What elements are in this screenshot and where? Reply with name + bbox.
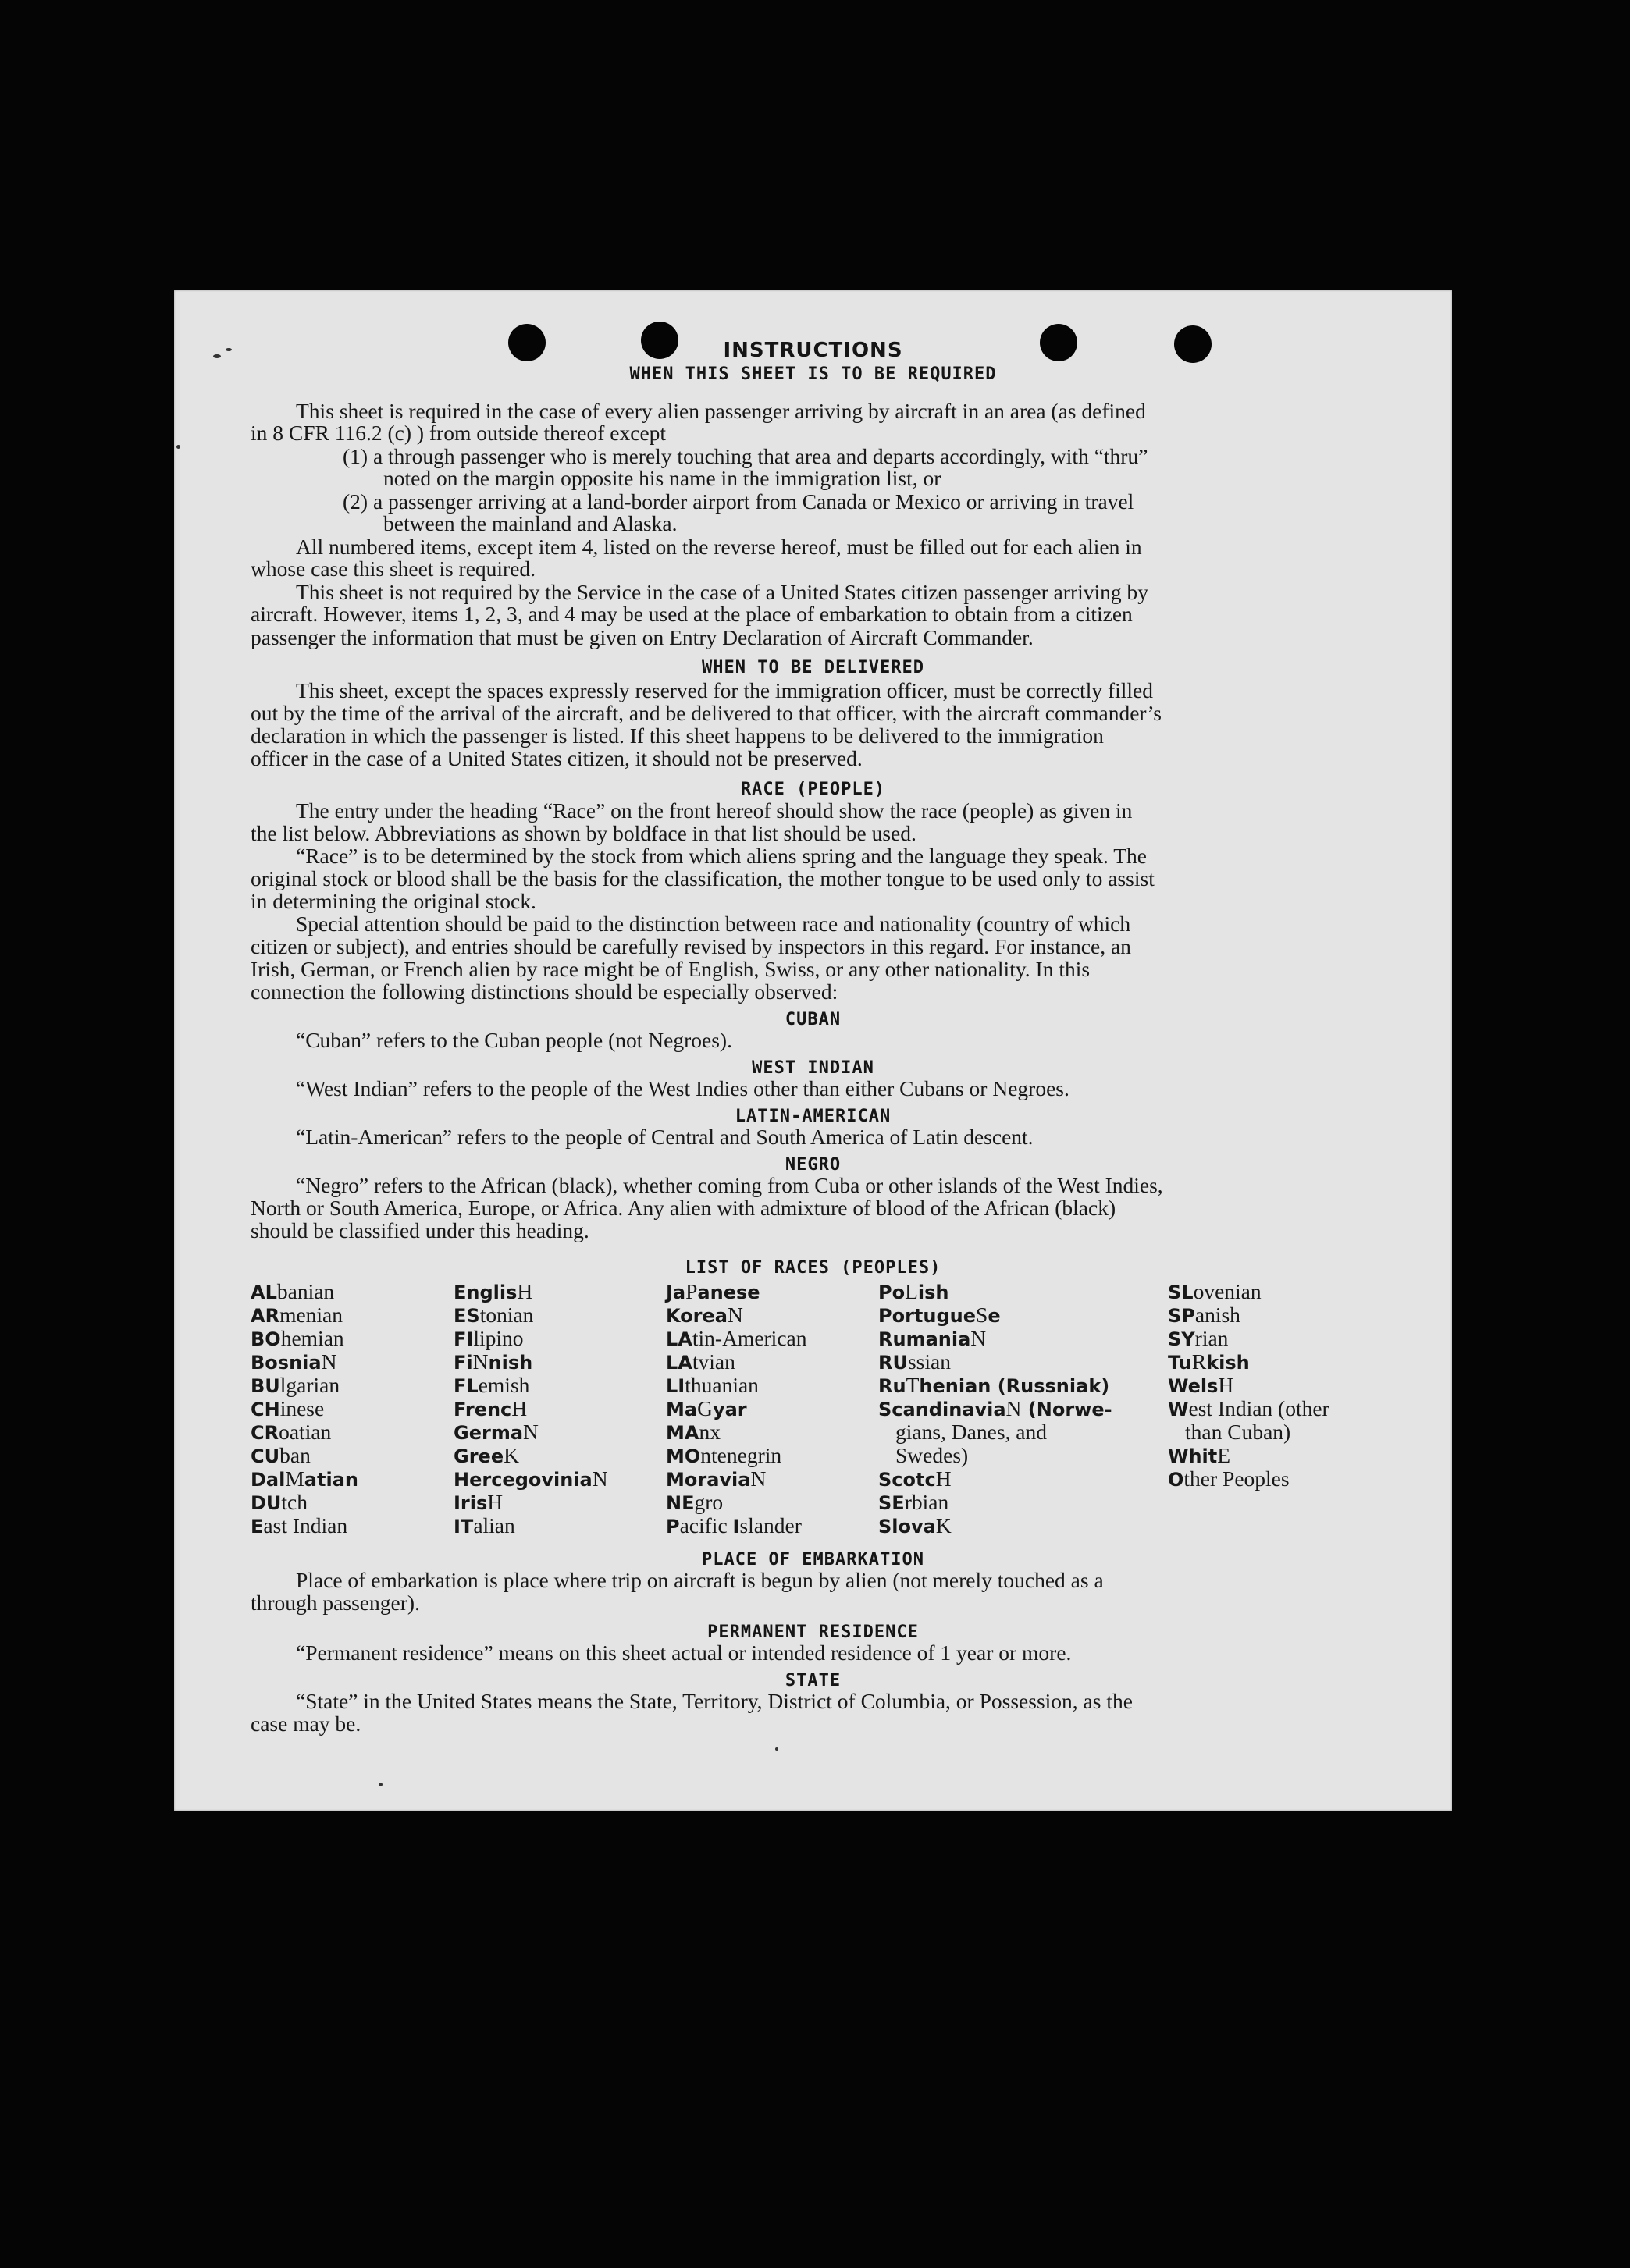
race-entry [454, 1514, 608, 1537]
race-entry [251, 1444, 358, 1467]
paragraph-line: officer in the case of a United States citizen, it should not be preserved. [251, 746, 863, 770]
paragraph-line: All numbered items, except item 4, listed on the reverse hereof, must be filled out for each alien in [296, 535, 1142, 559]
race-text: acific [679, 1513, 733, 1537]
race-abbrev-bold: ES [454, 1305, 480, 1327]
race-entry [666, 1327, 806, 1350]
race-text: than Cuban) [1185, 1420, 1291, 1444]
race-entry [251, 1350, 358, 1374]
race-text: slander [739, 1513, 802, 1537]
race-text: N [1005, 1396, 1022, 1420]
race-abbrev-bold: Iris [454, 1492, 488, 1514]
paragraph-line: This sheet, except the spaces expressly reserved for the immigration officer, must be correctly filled [296, 678, 1153, 702]
race-entry [251, 1327, 358, 1350]
section-heading-race: RACE (PEOPLE) [740, 780, 886, 799]
race-entry [666, 1467, 806, 1491]
race-abbrev-bold: Korea [666, 1305, 728, 1327]
section-heading-permanent-residence: PERMANENT RESIDENCE [707, 1623, 919, 1642]
race-text: N [472, 1349, 489, 1374]
race-text: M [285, 1466, 304, 1491]
race-text: rian [1194, 1326, 1229, 1350]
paragraph-line: the list below. Abbreviations as shown by boldface in that list should be used. [251, 821, 916, 845]
race-text: thuanian [685, 1373, 759, 1397]
paragraph-line: passenger the information that must be given on Entry Declaration of Aircraft Commander. [251, 625, 1034, 649]
race-entry [878, 1514, 1112, 1537]
race-abbrev-bold: SL [1168, 1282, 1194, 1303]
race-text: H [487, 1490, 504, 1514]
speck [775, 1747, 778, 1751]
paragraph-line: Place of embarkation is place where trip on aircraft is begun by alien (not merely touched as a [296, 1568, 1104, 1592]
races-column-4 [878, 1280, 1112, 1537]
race-abbrev-bold: Dal [251, 1469, 286, 1491]
race-text: N [750, 1466, 767, 1491]
race-abbrev-bold: Ma [666, 1399, 698, 1420]
race-entry [878, 1491, 1112, 1514]
section-heading-west-indian: WEST INDIAN [752, 1058, 874, 1078]
race-abbrev-bold: SE [878, 1492, 905, 1514]
race-abbrev-bold: Germa [454, 1422, 524, 1444]
race-entry [878, 1397, 1112, 1420]
race-entry [666, 1444, 806, 1467]
race-abbrev-bold: e [988, 1305, 1001, 1327]
race-abbrev-bold: FL [454, 1375, 479, 1397]
race-entry [1168, 1444, 1329, 1467]
paragraph-line: in determining the original stock. [251, 889, 536, 913]
race-abbrev-bold: Rumania [878, 1328, 971, 1350]
race-abbrev-bold: (Norwe- [1021, 1399, 1112, 1420]
race-entry [454, 1491, 608, 1514]
race-text: N [727, 1303, 743, 1327]
race-entry [251, 1514, 358, 1537]
race-entry [878, 1444, 1112, 1467]
race-abbrev-bold: Hercegovinia [454, 1469, 593, 1491]
race-text: ntenegrin [700, 1443, 782, 1467]
paragraph-line: “State” in the United States means the State, Territory, District of Columbia, or Possession, as the [296, 1689, 1133, 1713]
race-entry [1168, 1327, 1329, 1350]
race-text: lipino [473, 1326, 524, 1350]
race-abbrev-bold: RU [878, 1352, 908, 1374]
race-abbrev-bold: BU [251, 1375, 280, 1397]
race-abbrev-bold: LI [666, 1375, 685, 1397]
race-entry [454, 1280, 608, 1303]
race-abbrev-bold: Whit [1168, 1445, 1218, 1467]
race-abbrev-bold: Englis [454, 1282, 518, 1303]
race-text: N [970, 1326, 987, 1350]
race-entry [666, 1374, 806, 1397]
section-heading-negro: NEGRO [785, 1155, 842, 1175]
race-text: R [1191, 1349, 1207, 1374]
race-text: ast Indian [263, 1513, 348, 1537]
race-abbrev-bold: Bosnia [251, 1352, 322, 1374]
race-text: tonian [479, 1303, 534, 1327]
race-text: G [697, 1396, 713, 1420]
race-text: nx [699, 1420, 721, 1444]
race-abbrev-bold: DU [251, 1492, 282, 1514]
race-text: L [905, 1279, 918, 1303]
race-entry [251, 1467, 358, 1491]
race-abbrev-bold: NE [666, 1492, 695, 1514]
paragraph-line: should be classified under this heading. [251, 1218, 589, 1242]
race-abbrev-bold: FI [454, 1328, 474, 1350]
paragraph-line: case may be. [251, 1712, 361, 1736]
race-entry [666, 1350, 806, 1374]
page-title: INSTRUCTIONS [723, 339, 903, 362]
paragraph-line: through passenger). [251, 1591, 420, 1615]
race-text: H [511, 1396, 528, 1420]
race-abbrev-bold: LA [666, 1328, 692, 1350]
race-entry [878, 1467, 1112, 1491]
race-abbrev-bold: SP [1168, 1305, 1195, 1327]
race-entry [454, 1303, 608, 1327]
paragraph-line: citizen or subject), and entries should be carefully revised by inspectors in this regard. For instance, an [251, 934, 1131, 958]
race-entry [878, 1327, 1112, 1350]
race-abbrev-bold: kish [1206, 1352, 1250, 1374]
paragraph-line: aircraft. However, items 1, 2, 3, and 4 may be used at the place of embarkation to obtain from a citizen [251, 602, 1133, 626]
race-text: ban [279, 1443, 311, 1467]
race-text: ssian [907, 1349, 951, 1374]
race-entry [1168, 1374, 1329, 1397]
race-abbrev-bold: Scotc [878, 1469, 936, 1491]
race-entry [454, 1420, 608, 1444]
race-entry [1168, 1350, 1329, 1374]
race-abbrev-bold: AR [251, 1305, 280, 1327]
race-entry [251, 1280, 358, 1303]
race-entry [878, 1374, 1112, 1397]
race-abbrev-bold: MA [666, 1422, 699, 1444]
paragraph-line: “Race” is to be determined by the stock from which aliens spring and the language they speak. The [296, 844, 1147, 868]
instruction-sheet [174, 290, 1452, 1811]
race-text: emish [478, 1373, 530, 1397]
race-entry [666, 1303, 806, 1327]
races-column-1 [251, 1280, 358, 1537]
section-heading-embarkation: PLACE OF EMBARKATION [702, 1550, 924, 1569]
race-abbrev-bold: anese [697, 1282, 760, 1303]
section-heading-cuban: CUBAN [785, 1010, 842, 1029]
race-entry [878, 1280, 1112, 1303]
section-heading-latin-american: LATIN-AMERICAN [735, 1107, 892, 1126]
race-abbrev-bold: CR [251, 1422, 279, 1444]
race-abbrev-bold: Portugue [878, 1305, 977, 1327]
race-entry [878, 1303, 1112, 1327]
paragraph-line: “Cuban” refers to the Cuban people (not Negroes). [296, 1028, 732, 1052]
race-entry [666, 1397, 806, 1420]
race-text: K [504, 1443, 519, 1467]
race-text: hemian [280, 1326, 344, 1350]
race-abbrev-bold: Scandinavia [878, 1399, 1006, 1420]
list-item: (1) a through passenger who is merely touching that area and departs accordingly, with “thru” [343, 444, 1148, 468]
paragraph-line: Irish, German, or French alien by race might be of English, Swiss, or any other nationality. In this [251, 957, 1091, 981]
race-text: N [523, 1420, 539, 1444]
race-entry [878, 1420, 1112, 1444]
list-item: (2) a passenger arriving at a land-border airport from Canada or Mexico or arriving in travel [343, 489, 1134, 514]
race-abbrev-bold: LA [666, 1352, 692, 1374]
section-heading-when-required: WHEN THIS SHEET IS TO BE REQUIRED [629, 364, 997, 384]
race-entry [454, 1397, 608, 1420]
paragraph-line: “West Indian” refers to the people of the West Indies other than either Cubans or Negroes. [296, 1076, 1069, 1100]
paragraph-line: in 8 CFR 116.2 (c) ) from outside thereof except [251, 421, 667, 445]
paragraph-line: The entry under the heading “Race” on the front hereof should show the race (people) as given in [296, 798, 1133, 823]
race-text: est Indian (other [1188, 1396, 1329, 1420]
race-abbrev-bold: henian (Russniak) [919, 1375, 1110, 1397]
race-abbrev-bold: Ru [878, 1375, 906, 1397]
race-text: alian [473, 1513, 515, 1537]
race-entry [454, 1327, 608, 1350]
race-entry [1168, 1420, 1329, 1444]
race-entry [878, 1350, 1112, 1374]
race-entry [1168, 1397, 1329, 1420]
paragraph-line: “Latin-American” refers to the people of Central and South America of Latin descent. [296, 1125, 1034, 1149]
race-abbrev-bold: Ja [666, 1282, 686, 1303]
race-text: tvian [692, 1349, 735, 1374]
races-column-3 [666, 1280, 806, 1537]
race-abbrev-bold: I [732, 1516, 740, 1537]
race-abbrev-bold: SY [1168, 1328, 1195, 1350]
paragraph-line: Special attention should be paid to the distinction between race and nationality (country of which [296, 912, 1131, 936]
race-abbrev-bold: CU [251, 1445, 280, 1467]
race-text: rbian [904, 1490, 949, 1514]
race-abbrev-bold: P [666, 1516, 680, 1537]
race-entry [666, 1280, 806, 1303]
list-item: between the mainland and Alaska. [383, 511, 678, 535]
race-abbrev-bold: atian [304, 1469, 358, 1491]
speck [379, 1783, 383, 1786]
race-entry [666, 1420, 806, 1444]
race-text: H [1218, 1373, 1234, 1397]
race-text: menian [279, 1303, 343, 1327]
race-text: ovenian [1193, 1279, 1262, 1303]
race-abbrev-bold: Frenc [454, 1399, 512, 1420]
section-heading-list-of-races: LIST OF RACES (PEOPLES) [685, 1258, 941, 1278]
race-text: K [935, 1513, 952, 1537]
race-abbrev-bold: Slova [878, 1516, 936, 1537]
race-abbrev-bold: Po [878, 1282, 906, 1303]
race-abbrev-bold: IT [454, 1516, 474, 1537]
race-entry [454, 1467, 608, 1491]
race-entry [454, 1444, 608, 1467]
section-heading-when-delivered: WHEN TO BE DELIVERED [702, 658, 924, 677]
race-text: N [321, 1349, 337, 1374]
race-text: T [906, 1373, 920, 1397]
race-abbrev-bold: W [1168, 1399, 1189, 1420]
race-abbrev-bold: yar [712, 1399, 747, 1420]
paragraph-line: “Permanent residence” means on this sheet actual or intended residence of 1 year or more. [296, 1641, 1072, 1665]
race-abbrev-bold: Gree [454, 1445, 504, 1467]
race-entry [666, 1491, 806, 1514]
race-text: lgarian [279, 1373, 340, 1397]
race-text: tin-American [692, 1326, 807, 1350]
race-text: oatian [279, 1420, 332, 1444]
race-entry [1168, 1467, 1329, 1491]
race-abbrev-bold: Tu [1168, 1352, 1192, 1374]
race-text: inese [279, 1396, 325, 1420]
paragraph-line: declaration in which the passenger is listed. If this sheet happens to be delivered to the immigration [251, 723, 1104, 748]
speck [176, 445, 180, 449]
race-text: ther Peoples [1183, 1466, 1290, 1491]
race-abbrev-bold: E [251, 1516, 264, 1537]
race-text: tch [281, 1490, 308, 1514]
list-item: noted on the margin opposite his name in the immigration list, or [383, 466, 941, 490]
race-text: banian [276, 1279, 335, 1303]
race-text: E [1217, 1443, 1231, 1467]
section-heading-state: STATE [785, 1671, 842, 1690]
race-abbrev-bold: O [1168, 1469, 1184, 1491]
race-entry [251, 1374, 358, 1397]
race-entry [454, 1374, 608, 1397]
race-text: H [935, 1466, 952, 1491]
race-entry [1168, 1303, 1329, 1327]
race-abbrev-bold: CH [251, 1399, 280, 1420]
races-column-5 [1168, 1280, 1329, 1491]
race-abbrev-bold: Wels [1168, 1375, 1219, 1397]
paragraph-line: “Negro” refers to the African (black), whether coming from Cuba or other islands of the West Indies, [296, 1173, 1163, 1197]
race-text: P [685, 1279, 698, 1303]
race-entry [251, 1303, 358, 1327]
race-text: Swedes) [895, 1443, 969, 1467]
paragraph-line: This sheet is not required by the Service in the case of a United States citizen passenger arriving by [296, 580, 1149, 604]
race-abbrev-bold: Moravia [666, 1469, 751, 1491]
paragraph-line: whose case this sheet is required. [251, 556, 536, 581]
race-text: N [592, 1466, 608, 1491]
race-abbrev-bold: nish [488, 1352, 533, 1374]
race-text: gro [694, 1490, 724, 1514]
race-entry [251, 1491, 358, 1514]
paragraph-line: North or South America, Europe, or Africa. Any alien with admixture of blood of the African (black) [251, 1196, 1116, 1220]
race-abbrev-bold: MO [666, 1445, 701, 1467]
paragraph-line: original stock or blood shall be the basis for the classification, the mother tongue to be used only to assist [251, 866, 1155, 890]
race-text: S [976, 1303, 988, 1327]
races-column-2 [454, 1280, 608, 1537]
paragraph-line: This sheet is required in the case of every alien passenger arriving by aircraft in an area (as defined [296, 399, 1146, 423]
race-text: gians, Danes, and [895, 1420, 1047, 1444]
paragraph-line: out by the time of the arrival of the aircraft, and be delivered to that officer, with the aircraft commander’s [251, 701, 1162, 725]
race-abbrev-bold: Fi [454, 1352, 473, 1374]
race-abbrev-bold: ish [917, 1282, 949, 1303]
race-abbrev-bold: BO [251, 1328, 281, 1350]
paragraph-line: connection the following distinctions should be especially observed: [251, 979, 838, 1004]
race-text: anish [1194, 1303, 1240, 1327]
race-abbrev-bold: AL [251, 1282, 277, 1303]
race-entry [666, 1514, 806, 1537]
race-entry [454, 1350, 608, 1374]
race-entry [251, 1397, 358, 1420]
race-entry [251, 1420, 358, 1444]
race-text: H [517, 1279, 533, 1303]
race-entry [1168, 1280, 1329, 1303]
